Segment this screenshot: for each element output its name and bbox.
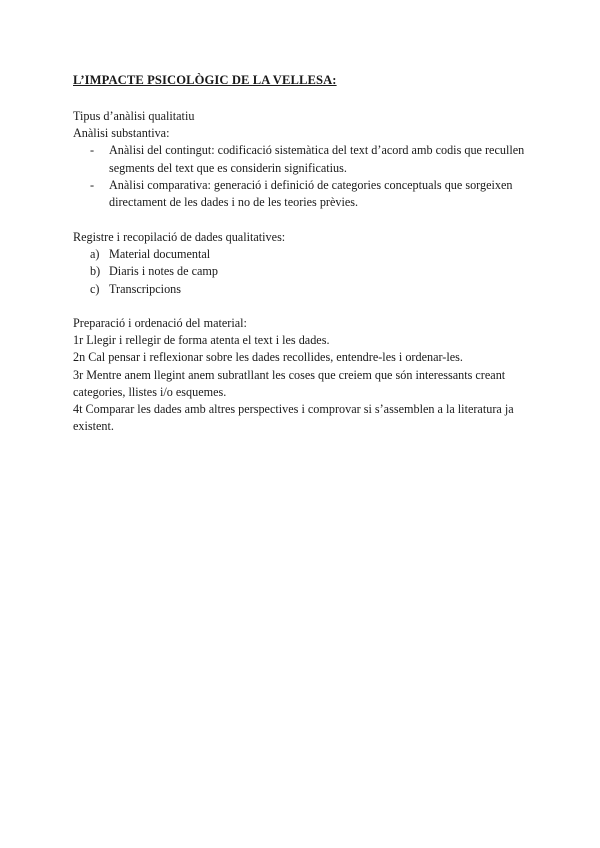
list-item (73, 177, 543, 211)
analysis-section (73, 108, 543, 211)
enum-marker: b) (90, 264, 101, 279)
list-item-text: Transcripcions (109, 281, 181, 296)
enum-marker: c) (90, 281, 100, 296)
bullet-marker: - (90, 177, 95, 192)
list-item (73, 263, 543, 280)
register-section (73, 229, 543, 298)
list-item (73, 142, 543, 176)
preparation-section (73, 315, 543, 435)
enum-marker: a) (90, 247, 100, 262)
list-item-text: Anàlisi del contingut: codificació sistemàtica del text d’acord amb codis que recullen segments del text que es considerin significatius. (109, 143, 525, 175)
document-title: L’IMPACTE PSICOLÒGIC DE LA VELLESA: (73, 73, 337, 87)
list-item-text: Anàlisi comparativa: generació i definició de categories conceptuals que sorgeixen directament de les dades i no de les teories prèvies. (109, 177, 513, 209)
list-item (73, 281, 543, 298)
list-item-text: Diaris i notes de camp (109, 264, 218, 279)
preparation-step: 1r Llegir i rellegir de forma atenta el text i les dades. (73, 333, 330, 348)
preparation-step: 2n Cal pensar i reflexionar sobre les dades recollides, entendre-les i ordenar-les. (73, 350, 463, 365)
register-heading: Registre i recopilació de dades qualitatives: (73, 230, 286, 244)
analysis-type-heading: Tipus d’anàlisi qualitatiu (73, 109, 195, 123)
substantive-heading: Anàlisi substantiva: (73, 126, 170, 141)
preparation-heading: Preparació i ordenació del material: (73, 316, 247, 330)
preparation-step: 3r Mentre anem llegint anem subratllant les coses que creiem que són interessants creant categories, llistes i/o esquemes. (73, 367, 506, 399)
bullet-marker: - (90, 143, 95, 158)
list-item (73, 246, 543, 263)
preparation-step: 4t Comparar les dades amb altres perspectives i comprovar si s’assemblen a la literatura ja existent. (73, 401, 514, 434)
list-item-text: Material documental (109, 247, 211, 262)
